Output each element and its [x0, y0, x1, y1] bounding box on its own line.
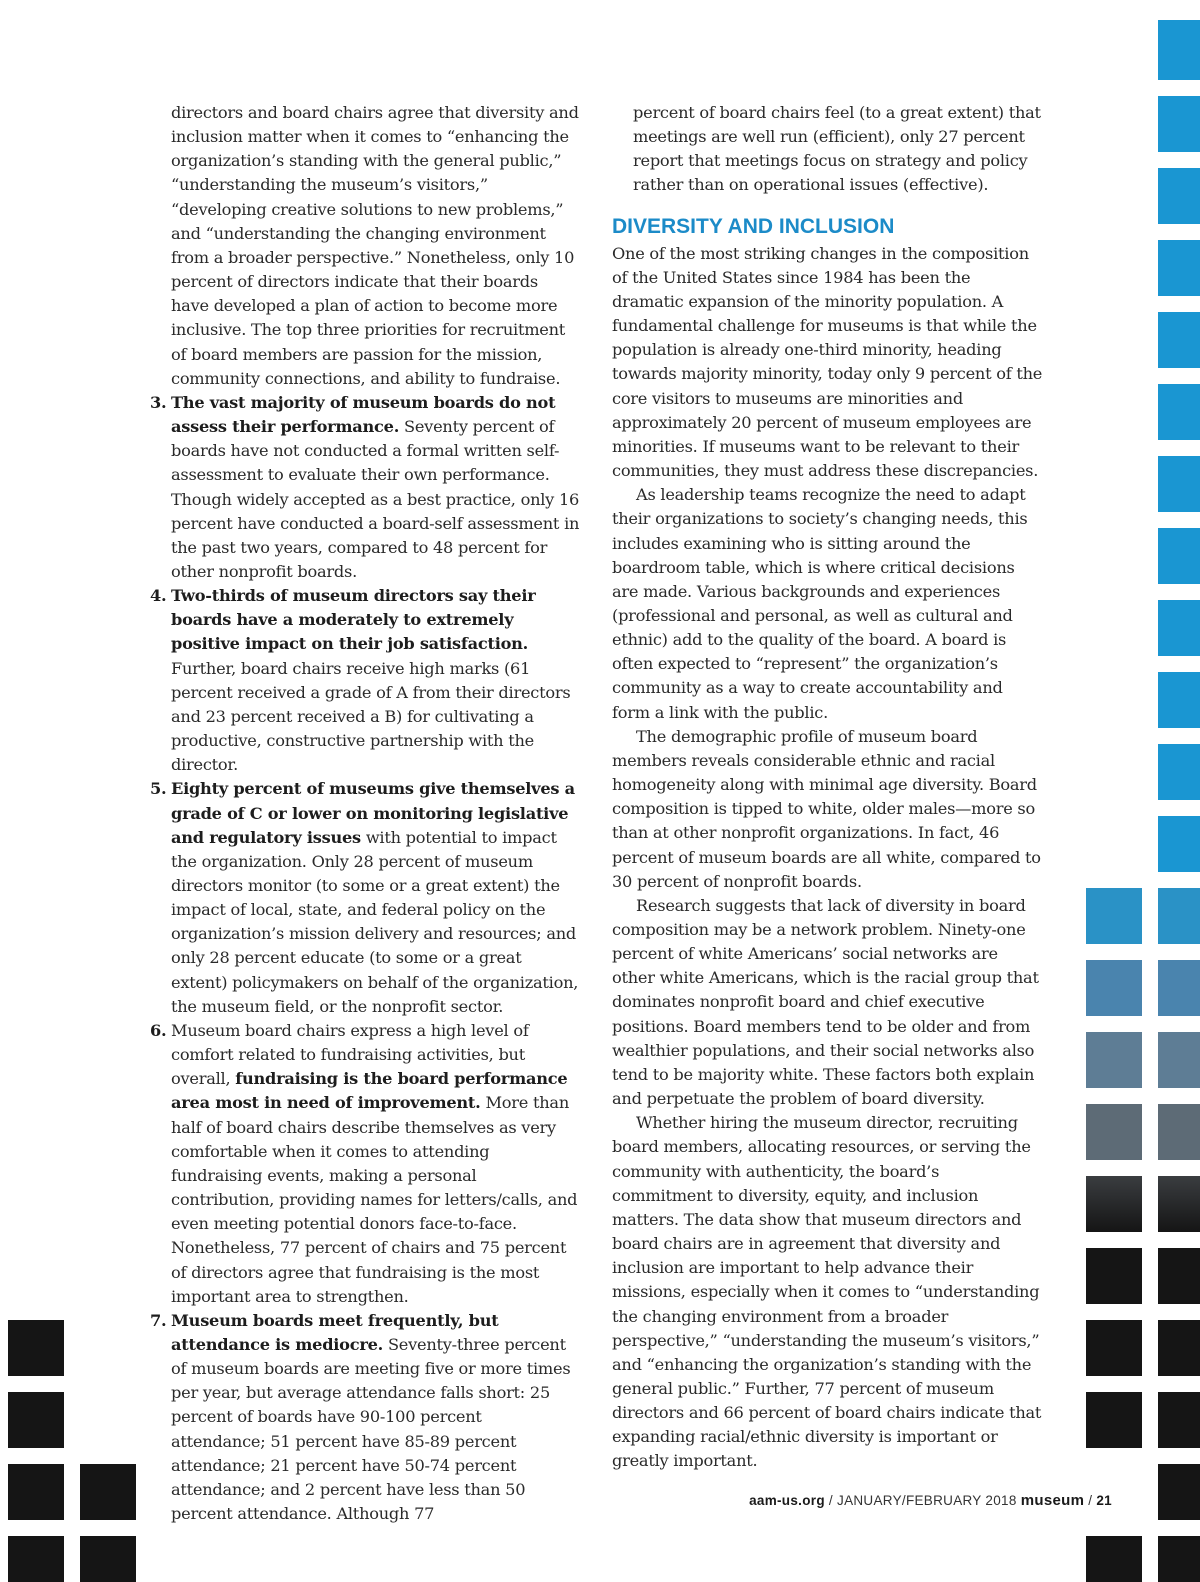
- deco-square: [1158, 1536, 1200, 1582]
- deco-square: [1158, 96, 1200, 152]
- item-text: [171, 777, 580, 1019]
- deco-square: [8, 1320, 64, 1376]
- item-body: with potential to impact the organization. Only 28 percent of museum directors monitor (to some or a great extent) the impact of local, state, and federal policy on the organization’s mission delivery and resources; and only 28 percent educate (to some or a great extent) policymakers on behalf of the organization, the museum field, or the nonprofit sector.: [171, 827, 579, 1016]
- deco-square: [1158, 600, 1200, 656]
- finding-item-3: [150, 391, 580, 584]
- deco-square: [8, 1536, 64, 1582]
- footer-issue: JANUARY/FEBRUARY 2018: [837, 1493, 1021, 1508]
- item-number: 4.: [150, 586, 167, 606]
- deco-square: [1158, 456, 1200, 512]
- finding-item-5: [150, 777, 580, 1019]
- finding-item-7: [150, 1309, 580, 1526]
- body-paragraph: As leadership teams recognize the need to adapt their organizations to society’s changing needs, this includes examining who is sitting around the boardroom table, which is where critical decisions are made. Various backgrounds and experiences (professional and personal, as well as cultural and ethnic) add to the quality of the board. A board is often expected to “represent” the organization’s community as a way to create accountability and form a link with the public.: [612, 485, 1028, 722]
- item-number: 5.: [150, 779, 167, 799]
- item-body: More than half of board chairs describe themselves as very comfortable when it comes to attending fundraising events, making a personal contribution, providing names for letters/calls, and even meeting potential donors face-to-face. Nonetheless, 77 percent of chairs and 75 percent of directors agree that fundraising is the most important area to strengthen.: [171, 1093, 578, 1306]
- deco-square: [1158, 528, 1200, 584]
- item-text: [171, 391, 580, 584]
- deco-square: [1086, 1104, 1142, 1160]
- deco-square: [1158, 960, 1200, 1016]
- body-paragraph: One of the most striking changes in the composition of the United States since 1984 has been the dramatic expansion of the minority population. A fundamental challenge for museums is that while the population is already one-third minority, heading towards majority minority, today only 9 percent of the core visitors to museums are minorities and approximately 20 percent of museum employees are minorities. If museums want to be relevant to their communities, they must address these discrepancies.: [612, 243, 1043, 481]
- deco-square: [1158, 1464, 1200, 1520]
- deco-square: [1158, 744, 1200, 800]
- deco-square: [1086, 1536, 1142, 1582]
- item-body: Seventy percent of boards have not conducted a formal written self-assessment to evaluate their own performance. Though widely accepted as a best practice, only 16 percent have conducted a board-self assessment in the past two years, compared to 48 percent for other nonprofit boards.: [171, 417, 580, 581]
- item-body: Further, board chairs receive high marks (61 percent received a grade of A from their directors and 23 percent received a B) for cultivating a productive, constructive partnership with the director.: [171, 658, 571, 775]
- item-pre: Museum board chairs express a high level of comfort related to fundraising activities, but overall,: [171, 1020, 529, 1089]
- item-lead: The vast majority of museum boards do not assess their performance.: [171, 392, 556, 437]
- left-column: [150, 101, 580, 1526]
- deco-square: [8, 1392, 64, 1448]
- deco-square: [1158, 672, 1200, 728]
- deco-square: [1158, 240, 1200, 296]
- item-lead: Museum boards meet frequently, but attendance is mediocre.: [171, 1310, 499, 1354]
- deco-square: [8, 1464, 64, 1520]
- deco-square: [1158, 168, 1200, 224]
- footer-separator: /: [1084, 1493, 1097, 1508]
- right-column: [612, 101, 1044, 1474]
- finding-item-4: [150, 584, 580, 777]
- deco-square: [1158, 384, 1200, 440]
- deco-square: [1158, 888, 1200, 944]
- item-text: [171, 1309, 580, 1526]
- deco-square: [1086, 888, 1142, 944]
- deco-square: [1086, 960, 1142, 1016]
- deco-square: [1158, 1392, 1200, 1448]
- section-heading: DIVERSITY AND INCLUSION: [612, 214, 895, 238]
- deco-square: [1158, 1104, 1200, 1160]
- deco-square: [1086, 1032, 1142, 1088]
- footer-site: aam-us.org: [749, 1493, 825, 1508]
- page-number: 21: [1096, 1493, 1112, 1508]
- item-body: Seventy-three percent of museum boards are meeting five or more times per year, but average attendance falls short: 25 percent of boards have 90-100 percent attendance; 51 percent have 85-89 percent attendance; 21 percent have 50-74 percent attendance; and 2 percent have less than 50 percent attendance. Although 77: [171, 1334, 571, 1524]
- item-lead: Eighty percent of museums give themselves a grade of C or lower on monitoring legislative and regulatory issues: [171, 779, 575, 847]
- deco-square: [1158, 816, 1200, 872]
- deco-square: [1158, 312, 1200, 368]
- body-paragraph: Research suggests that lack of diversity in board composition may be a network problem. Ninety-one percent of white Americans’ social networks are other white Americans, which is the racial group that dominates nonprofit board and chief executive positions. Board members tend to be older and from wealthier populations, and their social networks also tend to be majority white. These factors both explain and perpetuate the problem of board diversity.: [612, 895, 1039, 1109]
- body-paragraph: Whether hiring the museum director, recruiting board members, allocating resources, or serving the community with authenticity, the board’s commitment to diversity, equity, and inclusion matters. The data show that museum directors and board chairs are in agreement that diversity and inclusion are important to help advance their missions, especially when it comes to “understanding the changing environment from a broader perspective,” “understanding the museum’s visitors,” and “enhancing the organization’s standing with the general public.” Further, 77 percent of museum directors and 66 percent of board chairs indicate that expanding racial/ethnic diversity is important or greatly important.: [612, 1113, 1042, 1471]
- deco-square: [80, 1536, 136, 1582]
- finding-item-6: [150, 1019, 580, 1309]
- deco-square: [1086, 1248, 1142, 1304]
- deco-square: [1158, 20, 1200, 80]
- deco-square: [1158, 1320, 1200, 1376]
- deco-square: [1158, 1176, 1200, 1232]
- deco-square: [1158, 1248, 1200, 1304]
- item-number: 3.: [150, 392, 167, 412]
- item-lead: fundraising is the board performance area most in need of improvement.: [171, 1069, 568, 1113]
- item-text: [171, 1019, 580, 1309]
- page-footer: [749, 1492, 1112, 1509]
- continued-paragraph: directors and board chairs agree that diversity and inclusion matter when it comes to “enhancing the organization’s standing with the general public,” “understanding the museum’s visitors,” “developing creative solutions to new problems,” and “understanding the changing environment from a broader perspective.” Nonetheless, only 10 percent of directors indicate that their boards have developed a plan of action to become more inclusive. The top three priorities for recruitment of board members are passion for the mission, community connections, and ability to fundraise.: [171, 103, 579, 388]
- deco-square: [1158, 1032, 1200, 1088]
- deco-square: [1086, 1176, 1142, 1232]
- footer-separator: /: [824, 1493, 838, 1508]
- item-number: 6.: [150, 1020, 167, 1040]
- deco-square: [1086, 1392, 1142, 1448]
- item-text: [171, 584, 580, 777]
- item-lead: Two-thirds of museum directors say their boards have a moderately to extremely positive impact on their job satisfaction.: [171, 586, 536, 654]
- footer-magazine-name: museum: [1020, 1492, 1085, 1509]
- deco-square: [1086, 1320, 1142, 1376]
- body-paragraph: The demographic profile of museum board members reveals considerable ethnic and racial homogeneity along with minimal age diversity. Board composition is tipped to white, older males—more so than at other nonprofit organizations. In fact, 46 percent of museum boards are all white, compared to 30 percent of nonprofit boards.: [612, 726, 1041, 891]
- item-number: 7.: [150, 1310, 167, 1330]
- continued-paragraph: percent of board chairs feel (to a great extent) that meetings are well run (efficient), only 27 percent report that meetings focus on strategy and policy rather than on operational issues (effective).: [633, 103, 1041, 195]
- deco-square: [80, 1464, 136, 1520]
